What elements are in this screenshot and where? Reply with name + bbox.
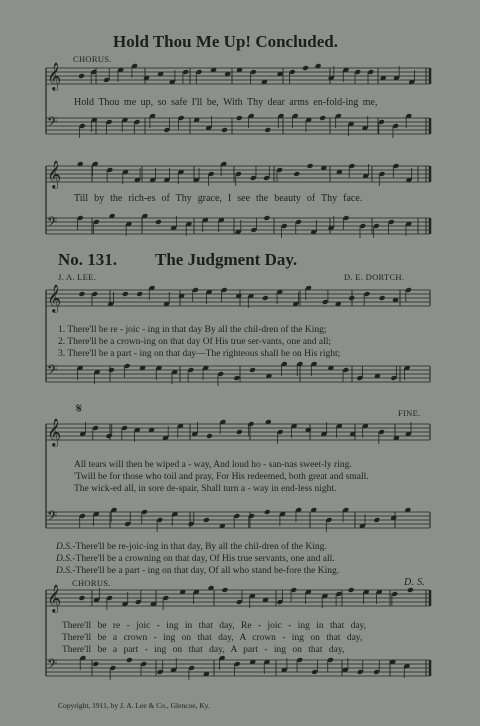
note-head: [236, 115, 243, 121]
note-head: [233, 375, 240, 381]
ds-text: -There'll be a part - ing on that day, Of all who stand be-fore the King.: [72, 566, 340, 576]
chorus-label: CHORUS.: [72, 578, 111, 588]
hymn-composer: D. E. DORTCH.: [344, 272, 405, 282]
note-head: [307, 163, 314, 169]
note-head: [264, 509, 271, 515]
note-head: [302, 65, 309, 71]
treble-clef-icon: 𝄞: [47, 418, 62, 446]
top-lyric-line-2: Till by the rich-es of Thy grace, I see the beauty of Thy face.: [74, 193, 363, 204]
note-head: [206, 433, 213, 439]
hymn-number: No. 131.: [58, 250, 118, 269]
verse-a-line-2: 2. There'll be a crown-ing on that day Of His true ser-vants, one and all;: [58, 337, 332, 347]
note-head: [293, 171, 300, 177]
ds-text: -There'll be re-joic-ing in that day, By all the chil-dren of the King.: [72, 542, 327, 552]
note-head: [236, 429, 243, 435]
ds-prefix: D.S.: [56, 566, 73, 576]
ds-line-2: [56, 554, 335, 564]
note-head: [122, 291, 129, 297]
note-head: [126, 657, 133, 663]
verse-a-line-3: 3. There'll be a part - ing on that day—The righteous shall be on His right;: [58, 349, 341, 359]
note-head: [203, 517, 210, 523]
hymn-title: The Judgment Day.: [155, 250, 298, 269]
chorus-line-2: There'll be a crown - ing on that day, A crown - ing on that day,: [62, 633, 363, 643]
treble-clef-icon: 𝄞: [47, 160, 62, 188]
note-head: [221, 127, 228, 133]
ds-line-3: [56, 566, 339, 576]
note-head: [78, 595, 85, 601]
note-head: [136, 291, 143, 297]
chorus-line-3: There'll be a part - ing on that day, A part - ing on that day,: [62, 645, 345, 655]
ds-prefix: D.S.: [56, 542, 73, 552]
note-head: [92, 661, 99, 667]
treble-clef-icon: 𝄞: [47, 62, 62, 90]
note-head: [262, 295, 269, 301]
top-chorus-label: CHORUS.: [73, 54, 112, 64]
bass-clef-icon: 𝄢: [47, 508, 58, 527]
chorus-line-1: There'll be re - joic - ing in that day, Re - joic - ing in that day,: [62, 621, 367, 631]
copyright-notice: Copyright, 1911, by J. A. Lee & Co., Glencoe, Ky.: [58, 701, 210, 710]
ds-text: -There'll be a crowning on that day, Of His true servants, one and all.: [72, 554, 335, 564]
note-head: [78, 73, 85, 79]
bass-clef-icon: 𝄢: [47, 362, 58, 381]
verse-b-line-1: All tears will then be wiped a - way, And loud ho - san-nas sweet-ly ring.: [74, 460, 352, 470]
note-head: [264, 127, 271, 133]
ds-line-1: [56, 542, 327, 552]
fine-label: FINE.: [398, 408, 421, 418]
hymn-author: J. A. LEE.: [58, 272, 97, 282]
ds-mark: D. S.: [404, 577, 426, 588]
top-hymn-title: Hold Thou Me Up! Concluded.: [113, 32, 338, 51]
top-lyric-line-1: Hold Thou me up, so safe I'll be, With Thy dear arms en-fold-ing me,: [74, 97, 378, 108]
ds-prefix: D.S.: [56, 554, 73, 564]
note-head: [348, 295, 355, 301]
treble-clef-icon: 𝄞: [47, 284, 62, 312]
note-head: [348, 587, 355, 593]
note-head: [263, 215, 270, 221]
bass-clef-icon: 𝄢: [47, 656, 58, 675]
note-head: [373, 517, 380, 523]
bass-clef-icon: 𝄢: [47, 114, 58, 133]
note-head: [155, 219, 162, 225]
verse-a-line-1: 1. There'll be re - joic - ing in that day By all the chil-dren of the King;: [58, 325, 327, 335]
note-head: [379, 295, 386, 301]
verse-b-line-3: The wick-ed all, in sore de-spair, Shall turn a - way in end-less night.: [74, 484, 337, 494]
treble-clef-icon: 𝄞: [47, 584, 62, 612]
note-head: [319, 115, 326, 121]
note-head: [78, 291, 85, 297]
verse-b-line-2: 'Twill be for those who toil and pray, For His redeemed, both great and small.: [74, 472, 369, 482]
segno-sign: 𝄋: [76, 402, 83, 417]
note-head: [249, 367, 256, 373]
note-head: [108, 367, 115, 373]
bass-clef-icon: 𝄢: [47, 214, 58, 233]
note-head: [221, 587, 228, 593]
